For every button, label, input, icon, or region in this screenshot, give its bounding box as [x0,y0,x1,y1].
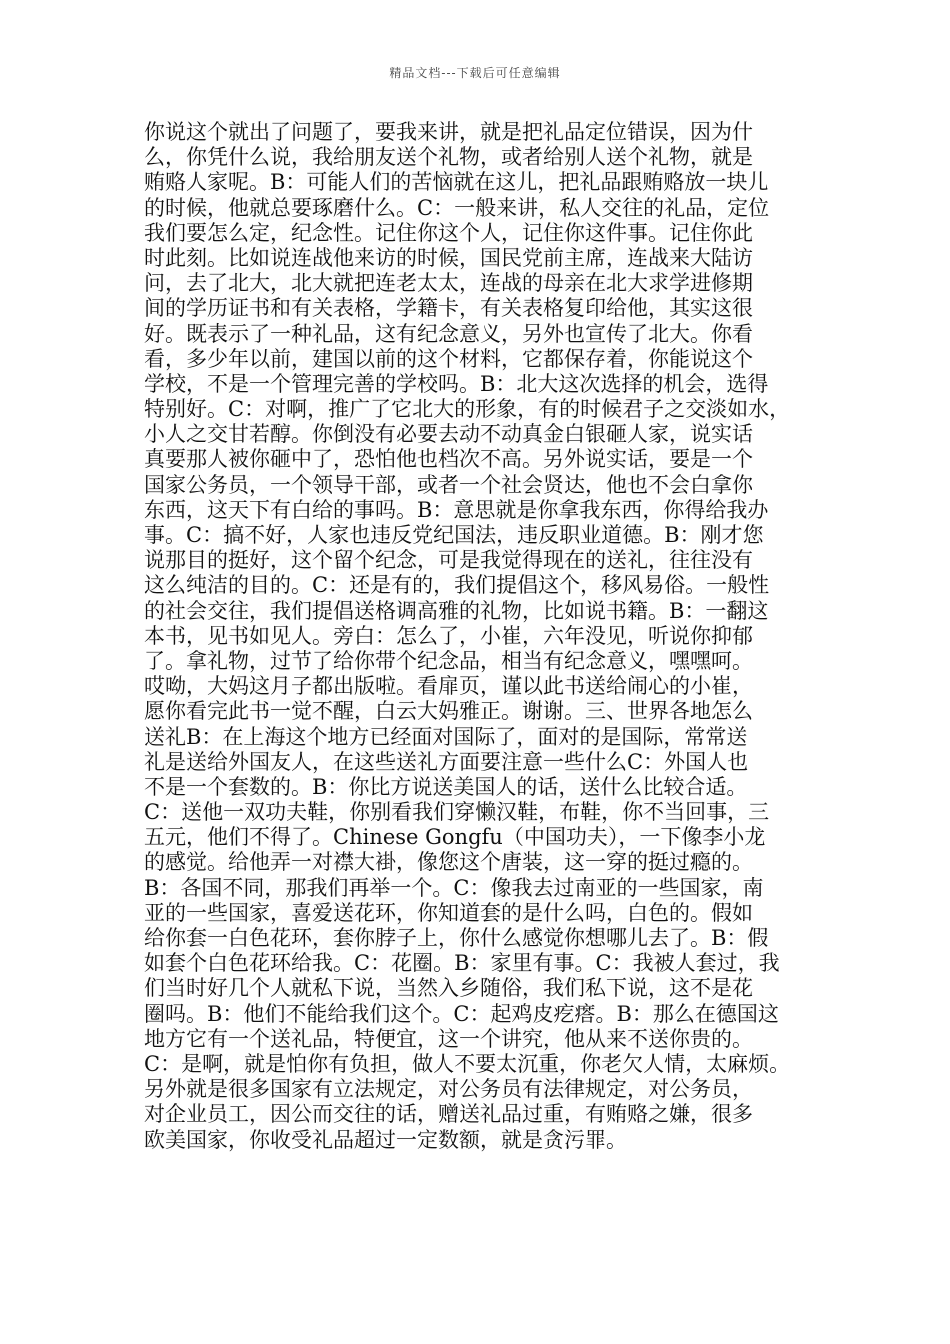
text-line: 了。拿礼物，过节了给你带个纪念品，相当有纪念意义，嘿嘿呵。 [144,648,753,673]
text-line: 说那目的挺好，这个留个纪念，可是我觉得现在的送礼，往往没有 [144,548,753,573]
text-line: 国家公务员，一个领导干部，或者一个社会贤达，他也不会白拿你 [144,472,753,497]
text-line: 的感觉。给他弄一对襟大褂，像您这个唐装，这一穿的挺过瘾的。 [144,850,753,875]
text-line: C：送他一双功夫鞋，你别看我们穿懒汉鞋，布鞋，你不当回事，三 [144,800,770,825]
text-line: 我们要怎么定，纪念性。记住你这个人，记住你这件事。记住你此 [144,220,753,245]
text-line: 时此刻。比如说连战他来访的时候，国民党前主席，连战来大陆访 [144,245,753,270]
text-line: 事。C：搞不好，人家也违反党纪国法，违反职业道德。B：刚才您 [144,523,764,547]
text-line: 好。既表示了一种礼品，这有纪念意义，另外也宣传了北大。你看 [144,321,753,346]
text-line: 欧美国家，你收受礼品超过一定数额，就是贪污罪。 [144,1127,627,1152]
text-line: 的时候，他就总要琢磨什么。C：一般来讲，私人交往的礼品，定位 [144,195,770,220]
text-line: B：各国不同，那我们再举一个。C：像我去过南亚的一些国家，南 [144,875,764,900]
text-line: 你说这个就出了问题了，要我来讲，就是把礼品定位错误，因为什 [144,120,753,144]
text-line: 另外就是很多国家有立法规定，对公务员有法律规定，对公务员， [144,1077,753,1102]
text-line: 小人之交甘若醇。你倒没有必要去动不动真金白银砸人家，说实话 [144,422,753,447]
text-line: 送礼B：在上海这个地方已经面对国际了，面对的是国际，常常送 [144,724,748,749]
text-line: 圈吗。B：他们不能给我们这个。C：起鸡皮疙瘩。B：那么在德国这 [144,1001,779,1026]
text-line: 如套个白色花环给我。C：花圈。B：家里有事。C：我被人套过，我 [144,951,780,976]
text-line: 哎呦，大妈这月子都出版啦。看扉页，谨以此书送给闹心的小崔， [144,674,753,699]
text-line: 特别好。C：对啊，推广了它北大的形象，有的时候君子之交淡如水， [144,397,791,422]
text-line: 本书，见书如见人。旁白：怎么了，小崔，六年没见，听说你抑郁 [144,623,753,648]
text-line: 愿你看完此书一觉不醒，白云大妈雅正。谢谢。三、世界各地怎么 [144,699,753,724]
text-line: 给你套一白色花环，套你脖子上，你什么感觉你想哪儿去了。B：假 [144,926,769,950]
text-line: C：是啊，就是怕你有负担，做人不要太沉重，你老欠人情，太麻烦。 [144,1051,791,1076]
text-line: 看，多少年以前，建国以前的这个材料，它都保存着，你能说这个 [144,346,753,371]
text-line: 这么纯洁的目的。C：还是有的，我们提倡这个，移风易俗。一般性 [144,573,770,598]
text-line: 们当时好几个人就私下说，当然入乡随俗，我们私下说，这不是花 [144,976,753,1001]
text-line: 么，你凭什么说，我给朋友送个礼物，或者给别人送个礼物，就是 [144,145,753,170]
text-line: 礼是送给外国友人，在这些送礼方面要注意一些什么C：外国人也 [144,749,749,774]
text-line: 真要那人被你砸中了，恐怕他也档次不高。另外说实话，要是一个 [144,447,753,472]
text-line: 学校，不是一个管理完善的学校吗。B：北大这次选择的机会，选得 [144,371,769,396]
text-line: 问，去了北大，北大就把连老太太，连战的母亲在北大求学进修期 [144,271,753,296]
body-text [144,120,810,1153]
text-line: 对企业员工，因公而交往的话，赠送礼品过重，有贿赂之嫌，很多 [144,1102,753,1127]
text-line: 的社会交往，我们提倡送格调高雅的礼物，比如说书籍。B：一翻这 [144,598,769,623]
text-line: 不是一个套数的。B：你比方说送美国人的话，送什么比较合适。 [144,774,748,799]
text-line: 间的学历证书和有关表格，学籍卡，有关表格复印给他，其实这很 [144,296,753,321]
text-line: 贿赂人家呢。B：可能人们的苦恼就在这儿，把礼品跟贿赂放一块儿 [144,170,769,195]
text-line: 东西，这天下有白给的事吗。B：意思就是你拿我东西，你得给我办 [144,497,769,522]
text-line: 五元，他们不得了。Chinese Gongfu（中国功夫），一下像李小龙 [144,825,766,850]
page-header: 精品文档---下载后可任意编辑 [389,66,561,80]
text-line: 地方它有一个送礼品，特便宜，这一个讲究，他从来不送你贵的。 [144,1026,753,1051]
text-line: 亚的一些国家，喜爱送花环，你知道套的是什么吗，白色的。假如 [144,900,753,925]
